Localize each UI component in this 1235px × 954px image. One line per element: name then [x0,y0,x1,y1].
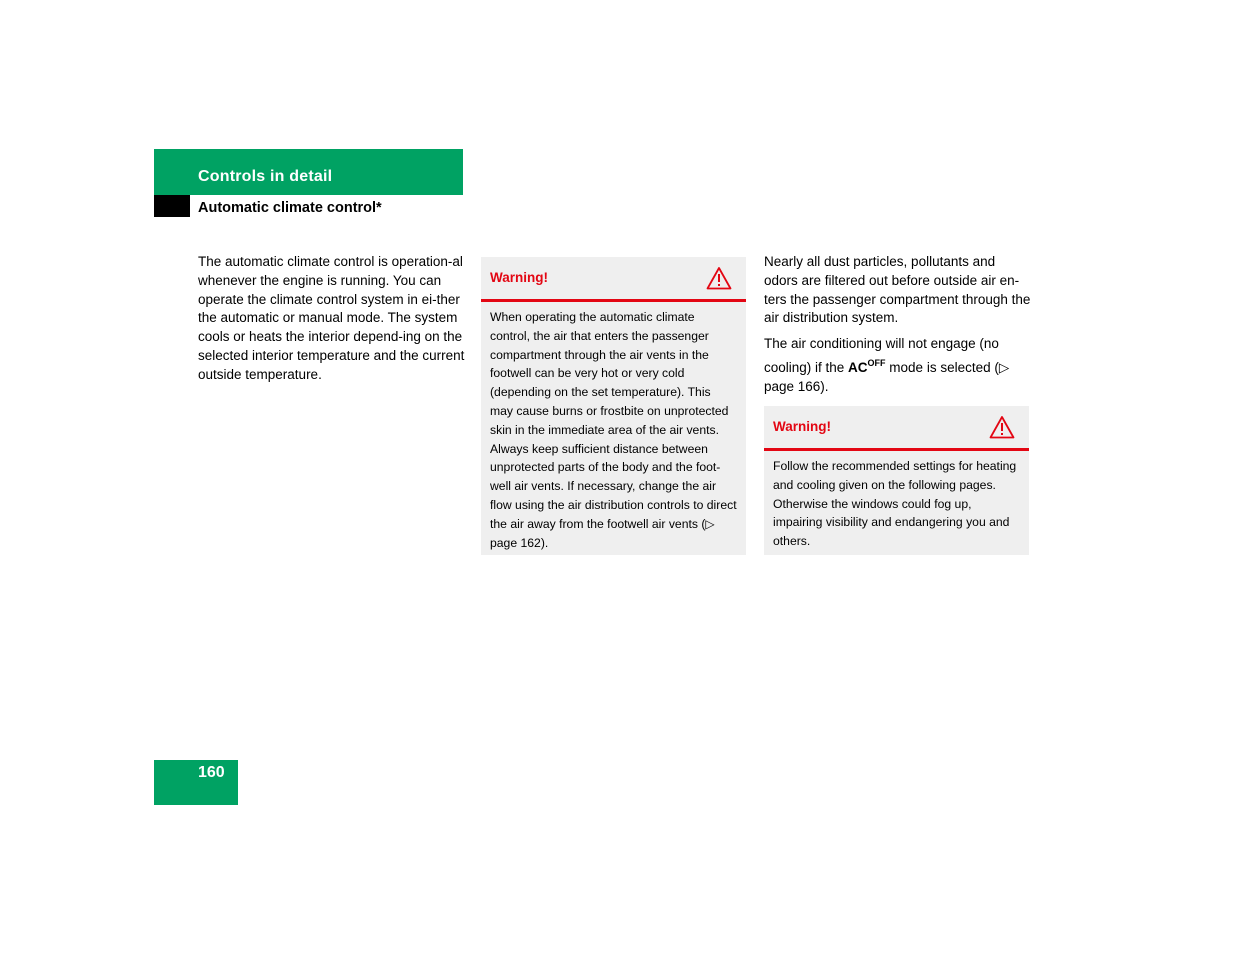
warning-triangle-icon [989,415,1015,439]
ac-text-before: The air conditioning will not engage (no cooling) if the [764,336,999,375]
warning-header [764,406,1029,451]
warning-header [481,257,746,302]
section-marker [154,195,190,217]
page-number-box [154,760,238,805]
warning-title: Warning! [490,270,548,285]
ac-paragraph [764,335,1032,396]
filter-paragraph: Nearly all dust particles, pollutants and odors are filtered out before outside air en-ters the passenger compartment through the air distribution system. [764,254,1031,326]
ac-text-after: mode is selected (▷ page 166). [764,359,1010,394]
page-subtitle: Automatic climate control* [198,200,382,216]
warning-title: Warning! [773,419,831,434]
warning-text: When operating the automatic climate control, the air that enters the passenger compartment through the air vents in the footwell can be very hot or very cold (depending on the set temperature). This may cause burns or frostbite on unprotected skin in the immediate area of the air vents. Always keep sufficient distance between unprotected parts of the body and the foot-well air vents. If necessary, change the air flow using the air distribution controls to direct the air away from the footwell air vents (▷ page 162). [490,310,737,550]
warning-text: Follow the recommended settings for heating and cooling given on the following pages. Otherwise the windows could fog up, impairing visibility and endangering you and others. [773,459,1017,549]
ac-button-label: AC [848,359,868,375]
page-number: 160 [198,764,225,781]
warning-triangle-icon [706,266,732,290]
section-title: Controls in detail [198,168,333,185]
intro-paragraph: The automatic climate control is operation-al whenever the engine is running. You can operate the climate control system in ei-ther the automatic or manual mode. The system cools or heats the interior depend-ing on the selected interior temperature and the current outside temperature. [198,254,465,382]
warning-box-settings [764,406,1029,555]
ac-off-superscript: OFF [867,357,886,368]
warning-box-footwell [481,257,746,555]
